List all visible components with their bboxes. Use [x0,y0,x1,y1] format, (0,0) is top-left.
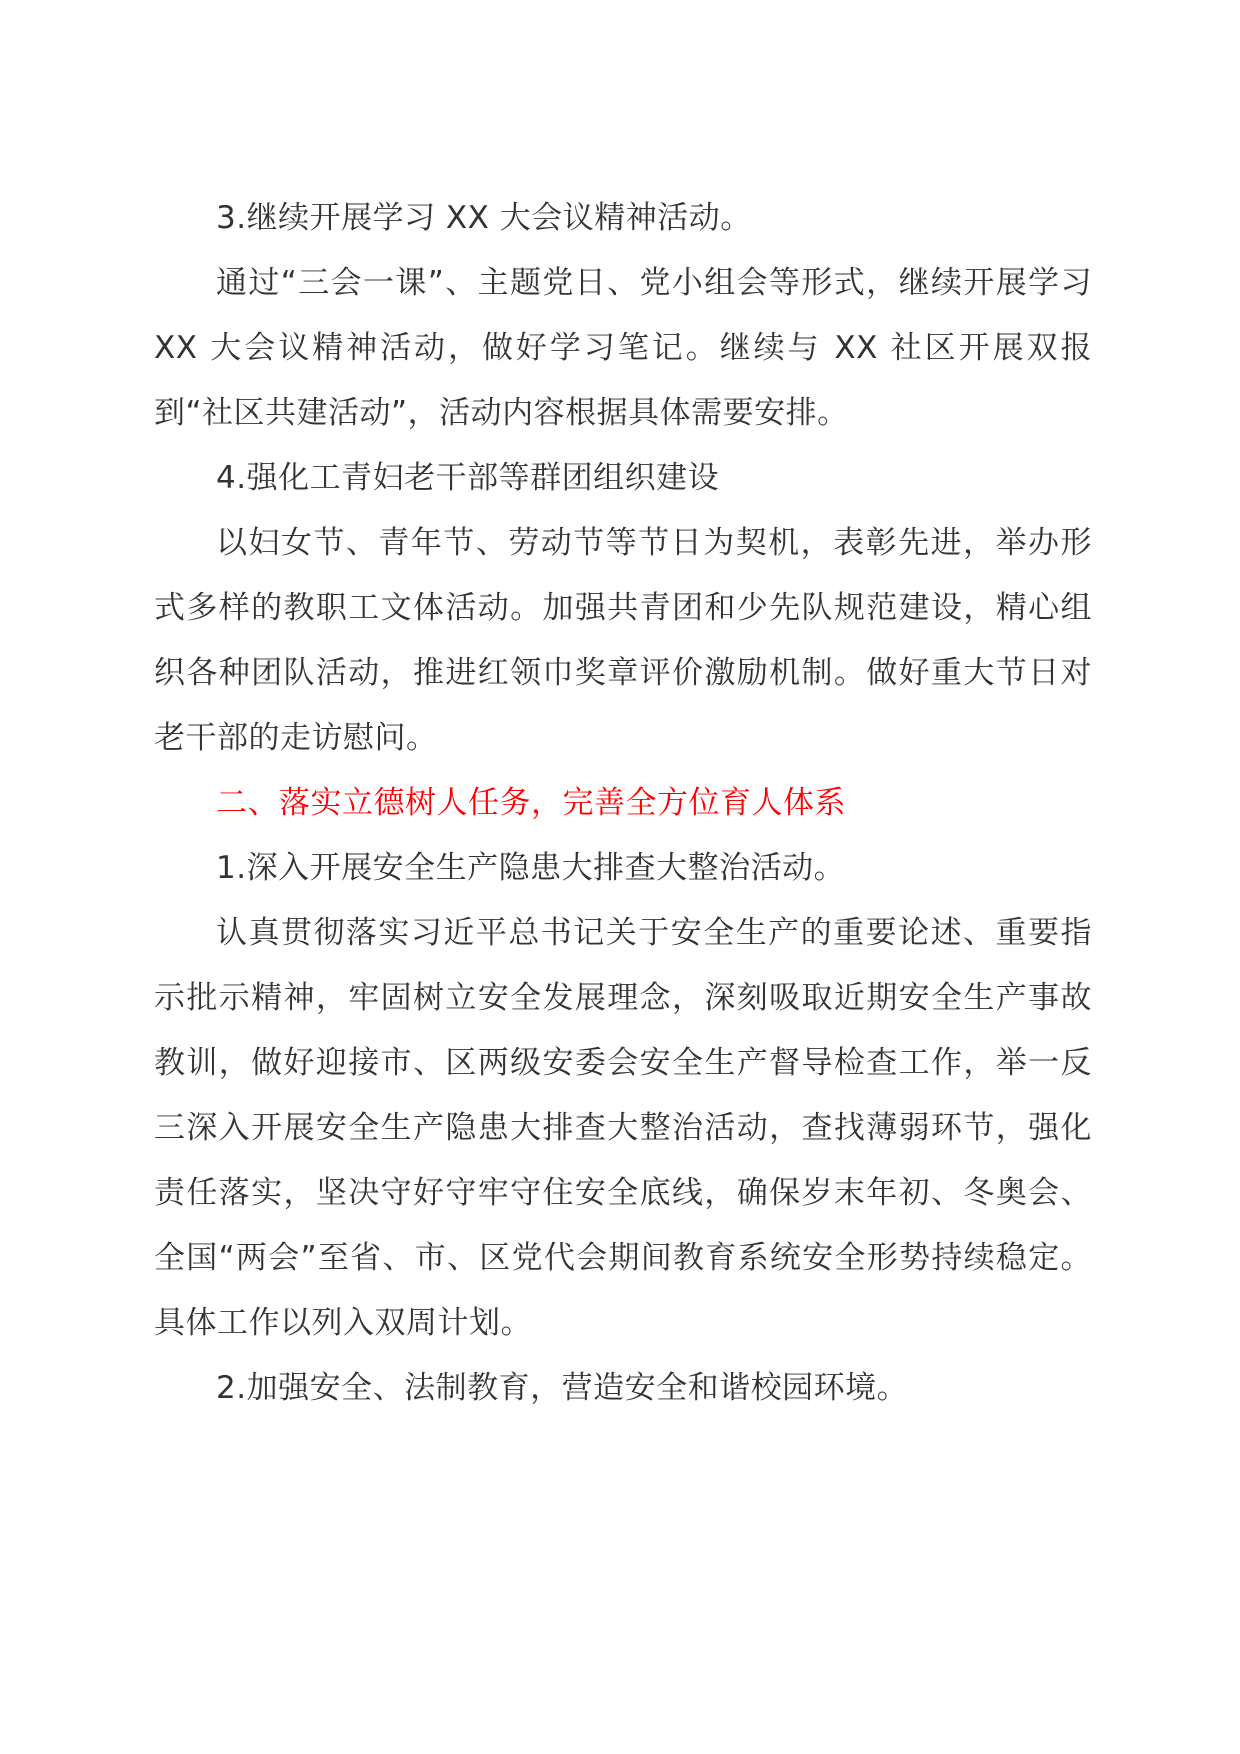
item-heading-4: 4.强化工青妇老干部等群团组织建设 [216,460,720,496]
paragraph-safety-inspection: 认真贯彻落实习近平总书记关于安全生产的重要论述、重要指示批示精神，牢固树立安全发展理念，深刻吸取近期安全生产事故教训，做好迎接市、区两级安委会安全生产督导检查工作，举一反三深入开展安全生产隐患大排查大整治活动，查找薄弱环节，强化责任落实，坚决守好守牢守住安全底线，确保岁末年初、冬奥会、全国“两会”至省、市、区党代会期间教育系统安全形势持续稳定。具体工作以列入双周计划。 [154,915,1092,1341]
document-body [154,186,1092,1421]
paragraph-group-organizations: 以妇女节、青年节、劳动节等节日为契机，表彰先进，举办形式多样的教职工文体活动。加强共青团和少先队规范建设，精心组织各种团队活动，推进红领巾奖章评价激励机制。做好重大节日对老干部的走访慰问。 [154,525,1092,756]
paragraph-study-activity: 通过“三会一课”、主题党日、党小组会等形式，继续开展学习 XX 大会议精神活动，做好学习笔记。继续与 XX 社区开展双报到“社区共建活动”，活动内容根据具体需要安排。 [154,265,1092,431]
item-heading-2: 2.加强安全、法制教育，营造安全和谐校园环境。 [216,1370,909,1406]
item-heading-3: 3.继续开展学习 XX 大会议精神活动。 [216,200,752,236]
section-heading-2: 二、落实立德树人任务，完善全方位育人体系 [216,785,846,821]
item-heading-1: 1.深入开展安全生产隐患大排查大整治活动。 [216,850,846,886]
